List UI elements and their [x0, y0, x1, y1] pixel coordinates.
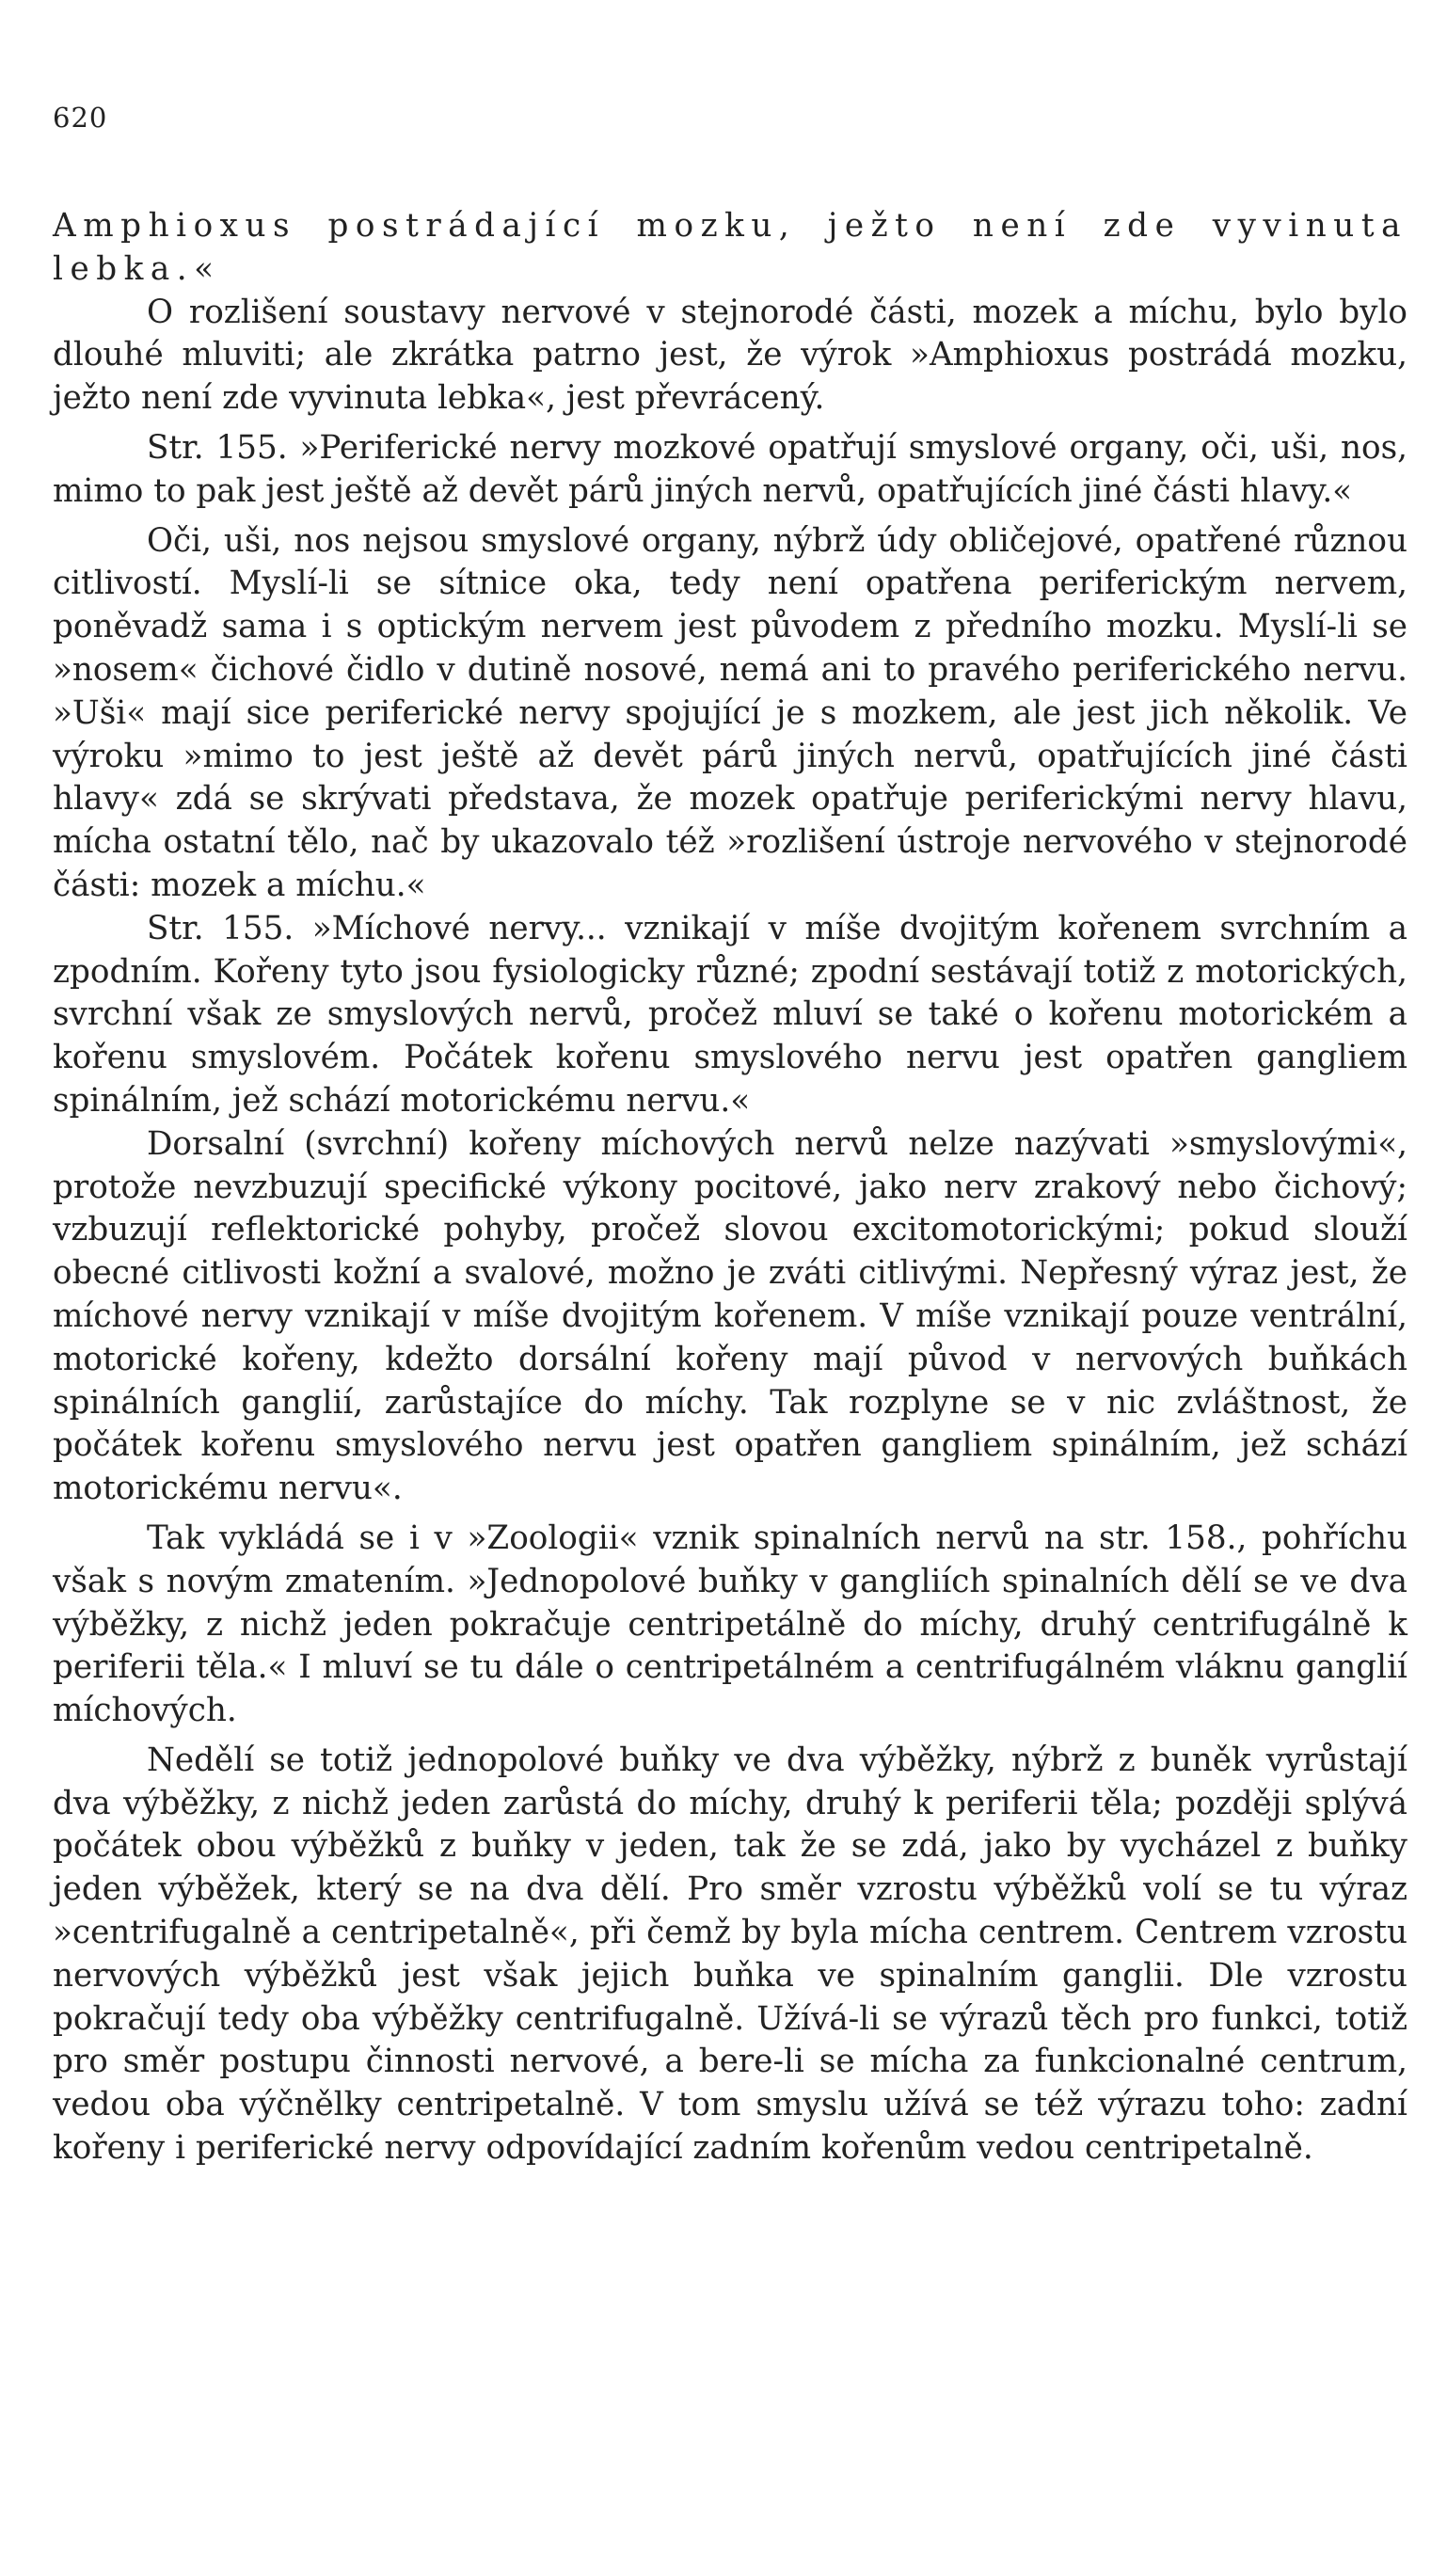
- paragraph-commentary-3: Dorsalní (svrchní) kořeny míchových nervů nelze nazývati »smyslovými«, protože nevzbuzují specifické výkony pocitové, jako nerv zrakový nebo čichový; vzbuzují reflektorické pohyby, pročež slovou excitomotorickými; pokud slouží obecné citlivosti kožní a svalové, možno je zváti citlivými. Nepřesný výraz jest, že míchové nervy vznikají v míše dvojitým kořenem. V míše vznikají pouze ventrální, motorické kořeny, kdežto dorsální kořeny mají původ v nervových buňkách spinálních ganglií, zarůstajíce do míchy. Tak rozplyne se v nic zvláštnost, že počátek kořenu smyslového nervu jest opatřen gangliem spinálním, jež schází motorickému nervu«.: [53, 1124, 1407, 1508]
- paragraph-quote-str-155-b: Str. 155. »Míchové nervy... vznikají v míše dvojitým kořenem svrchním a zpodním. Kořeny tyto jsou fysiologicky různé; zpodní sestávají totiž z motorických, svrchní však ze smyslových nervů, pročež mluví se také o kořenu motorickém a kořenu smyslovém. Počátek kořenu smyslového nervu jest opatřen gangliem spinálním, jež schází motorickému nervu.«: [53, 909, 1407, 1120]
- paragraph-zoologie: Tak vykládá se i v »Zoologii« vznik spinalních nervů na str. 158., pohříchu však s novým zmatením. »Jednopolové buňky v gangliích spinalních dělí se ve dva výběžky, z nichž jeden pokračuje centripetálně do míchy, druhý centrifugálně k periferii těla.« I mluví se tu dále o centripetálném a centrifugálném vláknu ganglií míchových.: [53, 1519, 1407, 1730]
- paragraph-commentary-2: Oči, uši, nos nejsou smyslové organy, nýbrž údy obličejové, opatřené různou citlivostí. Myslí-li se sítnice oka, tedy není opatřena periferickým nervem, poněvadž sama i s optickým nervem jest původem z předního mozku. Myslí-li se »nosem« čichové čidlo v dutině nosové, nemá ani to pravého periferického nervu. »Uši« mají sice periferické nervy spojující je s mozkem, ale jest jich několik. Ve výroku »mimo to jest ještě až devět párů jiných nervů, opatřujících jiné části hlavy« zdá se skrývati představa, že mozek opatřuje periferickými nervy hlavu, mícha ostatní tělo, nač by ukazovalo též »rozlišení ústroje nervového v stejnorodé části: mozek a míchu.«: [53, 521, 1407, 904]
- paragraph-quote-str-155-a: Str. 155. »Periferické nervy mozkové opatřují smyslové organy, oči, uši, nos, mimo to pak jest ještě až devět párů jiných nervů, opatřujících jiné části hlavy.«: [53, 428, 1407, 510]
- paragraph-commentary-4: Nedělí se totiž jednopolové buňky ve dva výběžky, nýbrž z buněk vyrůstají dva výběžky, z nichž jeden zarůstá do míchy, druhý k periferii těla; později splývá počátek obou výběžků z buňky v jeden, tak že se zdá, jako by vycházel z buňky jeden výběžek, který se na dva dělí. Pro směr vzrostu výběžků volí se tu výraz »centrifugalně a centripetalně«, při čemž by byla mícha centrem. Centrem vzrostu nervových výběžků jest však jejich buňka ve spinalním ganglii. Dle vzrostu pokračují tedy oba výběžky centrifugalně. Užívá-li se výrazů těch pro funkci, totiž pro směr postupu činnosti nervové, a bere-li se mícha za funkcionalné centrum, vedou oba výčnělky centripetalně. V tom smyslu užívá se též výrazu toho: zadní kořeny i periferické nervy odpovídající zadním kořenům vedou centripetalně.: [53, 1741, 1407, 2168]
- paragraph-commentary-1: O rozlišení soustavy nervové v stejnorodé části, mozek a míchu, bylo bylo dlouhé mluviti; ale zkrátka patrno jest, že výrok »Amphioxus postrádá mozku, ježto není zde vyvinuta lebka«, jest převrácený.: [53, 293, 1407, 418]
- page-number: 620: [53, 102, 108, 134]
- body-text: [53, 205, 1407, 2171]
- paragraph-quote-continuation: Amphioxus postrádající mozku, ježto není zde vyvinuta lebka.«: [53, 207, 1407, 288]
